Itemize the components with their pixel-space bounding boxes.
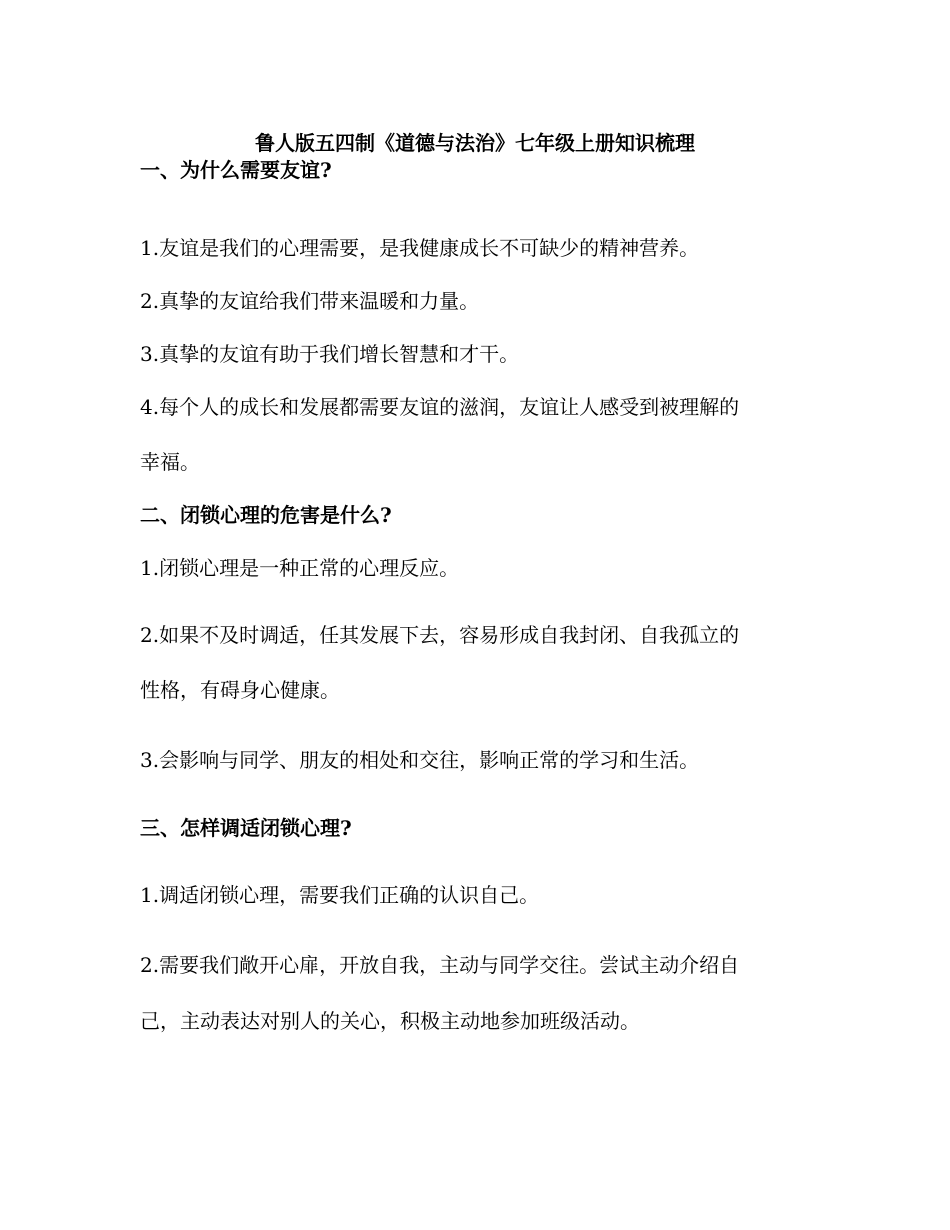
- section-heading-2: 二、闭锁心理的危害是什么?: [140, 503, 392, 527]
- section-1-line-3: 3.真挚的友谊有助于我们增长智慧和才干。: [140, 342, 520, 366]
- section-1-line-4: 4.每个人的成长和发展都需要友谊的滋润，友谊让人感受到被理解的: [140, 395, 740, 419]
- section-2-line-4: 3.会影响与同学、朋友的相处和交往，影响正常的学习和生活。: [140, 748, 700, 772]
- document-title: 鲁人版五四制《道德与法治》七年级上册知识梳理: [255, 131, 695, 155]
- section-2-line-2: 2.如果不及时调适，任其发展下去，容易形成自我封闭、自我孤立的: [140, 623, 740, 647]
- section-3-line-1: 1.调适闭锁心理，需要我们正确的认识自己。: [140, 883, 540, 907]
- section-2-line-1: 1.闭锁心理是一种正常的心理反应。: [140, 556, 460, 580]
- section-1-line-2: 2.真挚的友谊给我们带来温暖和力量。: [140, 289, 480, 313]
- section-1-line-1: 1.友谊是我们的心理需要，是我健康成长不可缺少的精神营养。: [140, 236, 700, 260]
- section-heading-3: 三、怎样调适闭锁心理?: [140, 816, 352, 840]
- section-heading-1: 一、为什么需要友谊?: [140, 158, 332, 182]
- section-1-line-5: 幸福。: [140, 450, 200, 474]
- section-3-line-2: 2.需要我们敞开心扉，开放自我，主动与同学交往。尝试主动介绍自: [140, 953, 740, 977]
- section-2-line-3: 性格，有碍身心健康。: [140, 678, 340, 702]
- section-3-line-3: 己，主动表达对别人的关心，积极主动地参加班级活动。: [140, 1009, 640, 1033]
